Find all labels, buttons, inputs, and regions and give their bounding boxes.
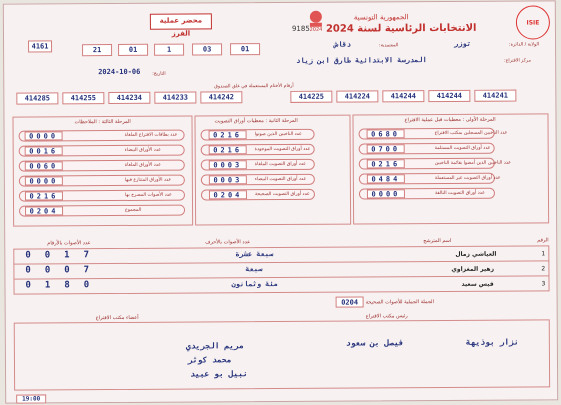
field-value: 0216 [367,159,405,168]
field-label: عدد الناخبين المسجلين بمكتب الاقتراع [434,130,508,137]
isie-logo: 2024 [306,9,326,33]
signature-table [14,319,550,390]
section-left-title: المرحلة الثالثة : الملاحظات [74,118,131,126]
seal-number: 414225 [290,91,332,103]
state-value: توزر [454,39,471,48]
col-header-words: عدد الأصوات بالأحرف [205,239,251,246]
code-cell: 21 [82,44,112,56]
signature-name: نزار بوذيهة [465,337,519,347]
field-value: 0000 [25,176,63,185]
votes-digits: 0017 [25,250,104,261]
field-value: 0216 [209,145,247,154]
col-header-name: اسم المترشح [423,237,452,245]
field-label: عدد أوراق التصويت غير المستعملة [434,175,501,182]
seal-number: 414242 [200,91,242,103]
seal-number: 414234 [108,92,150,104]
candidate-name: قيس سعيد [461,280,494,288]
field-value: 0204 [25,206,63,215]
code-cell: 01 [230,43,260,55]
field-label: عدد أوراق التصويت الموجودة [254,146,311,153]
seal-number: 414241 [474,90,516,102]
field-value: 0204 [209,190,247,199]
field-label: عدد أوراق التصويت المستلمة [434,145,491,152]
office-code: 4161 [28,40,52,52]
end-time: 19:00 [16,394,46,403]
section-right-title: المرحلة الأولى : معطيات قبل عملية الاقتراع [404,116,496,124]
votes-digits: 0007 [25,265,104,276]
total-label: الجملة الجملية للأصوات الصحيحة [365,299,434,306]
field-label: عدد الناخبين الذين أمضوا بقائمة الناخبين [434,160,512,167]
delegation-value: دقاش [334,40,351,49]
code-grid [82,43,264,56]
signature-name: مريم الجريدي [185,341,244,351]
field-value: 0000 [25,131,63,140]
center-value: المدرسة الابتدائية طارق ابن زياد [296,56,427,65]
field-value: 0000 [367,189,405,198]
seal-number: 414244 [382,90,424,102]
form-number: 9185 [291,24,310,33]
field-value: 0484 [367,174,405,183]
seal-number: 414224 [336,90,378,102]
form-title-stamp: محضر عملية الفرز [150,13,212,29]
col-header-digits: عدد الأصوات بالأرقام [47,240,91,247]
seal-number: 414244 [428,90,470,102]
vote-count-form [3,0,558,403]
field-label: عدد الأوراق المتنازع فيها [124,177,172,183]
candidate-num: 2 [541,265,546,273]
signature-name: محمد كوثر [187,355,232,365]
section-mid-title: المرحلة الثانية : معطيات أوراق التصويت [214,117,298,125]
president-label: رئيس مكتب الاقتراع [365,313,408,320]
field-label: عدد أوراق التصويت الصحيحة [254,191,310,198]
candidate-num: 3 [541,280,546,288]
date-label: التاريخ: [152,71,166,77]
votes-words: سبعة عشرة [235,250,274,259]
center-label: مركز الاقتراع: [504,58,531,64]
members-label: أعضاء مكتب الاقتراع [95,314,139,322]
candidate-name: زهير المغزاوي [451,265,495,273]
seal-number: 414255 [62,92,104,104]
code-cell: 1 [154,44,184,56]
field-value: 0003 [209,160,247,169]
seal-number: 414233 [154,92,196,104]
field-label: عدد أوراق التصويت التالفة [434,190,485,197]
signature-name: نبيل بو عبيد [190,369,248,379]
total-value: 0204 [336,296,364,307]
col-header-num: الرقم [537,237,549,244]
field-label: المجموع [125,207,142,213]
field-label: عدد الأوراق الملغاة [124,162,161,168]
field-value: 0680 [367,129,405,138]
election-title: الانتخابات الرئاسية لسنة 2024 [325,22,477,35]
field-label: عدد أوراق التصويت الملغاة [254,161,307,168]
field-label: عدد الأوراق البيضاء [124,147,161,153]
votes-digits: 0180 [25,280,104,291]
signature-name: فيصل بن سعود [345,338,404,348]
field-value: 0016 [25,146,63,155]
official-seal: ISIE [516,5,550,39]
republic-heading: الجمهورية التونسية [353,13,409,22]
candidate-name: العياشي زمال [455,250,497,258]
field-label: عدد الأصوات المصرح بها [124,192,172,198]
state-label: الولاية / الدائرة: [509,42,540,48]
field-label: عدد بطاقات الاقتراع الملغاة [124,132,178,138]
field-value: 0060 [25,161,63,170]
field-value: 0003 [209,175,247,184]
field-label: عدد أوراق التصويت البيضاء [254,176,307,183]
date-value: 2024-10-06 [98,67,141,77]
code-cell: 03 [192,43,222,55]
candidate-num: 1 [541,250,546,258]
votes-words: مئة وثمانون [231,280,278,289]
seal-numbers-label: أرقام الأختام المستعملة في غلق الصندوق [214,83,294,90]
code-cell: 01 [118,44,148,56]
field-value: 0216 [209,130,247,139]
field-value: 0216 [25,191,63,200]
seal-number: 414285 [16,92,58,104]
field-value: 0700 [367,144,405,153]
delegation-label: المعتمدية: [379,43,399,49]
votes-words: سبعة [245,265,263,274]
field-label: عدد الناخبين الذين صوتوا [254,131,302,138]
